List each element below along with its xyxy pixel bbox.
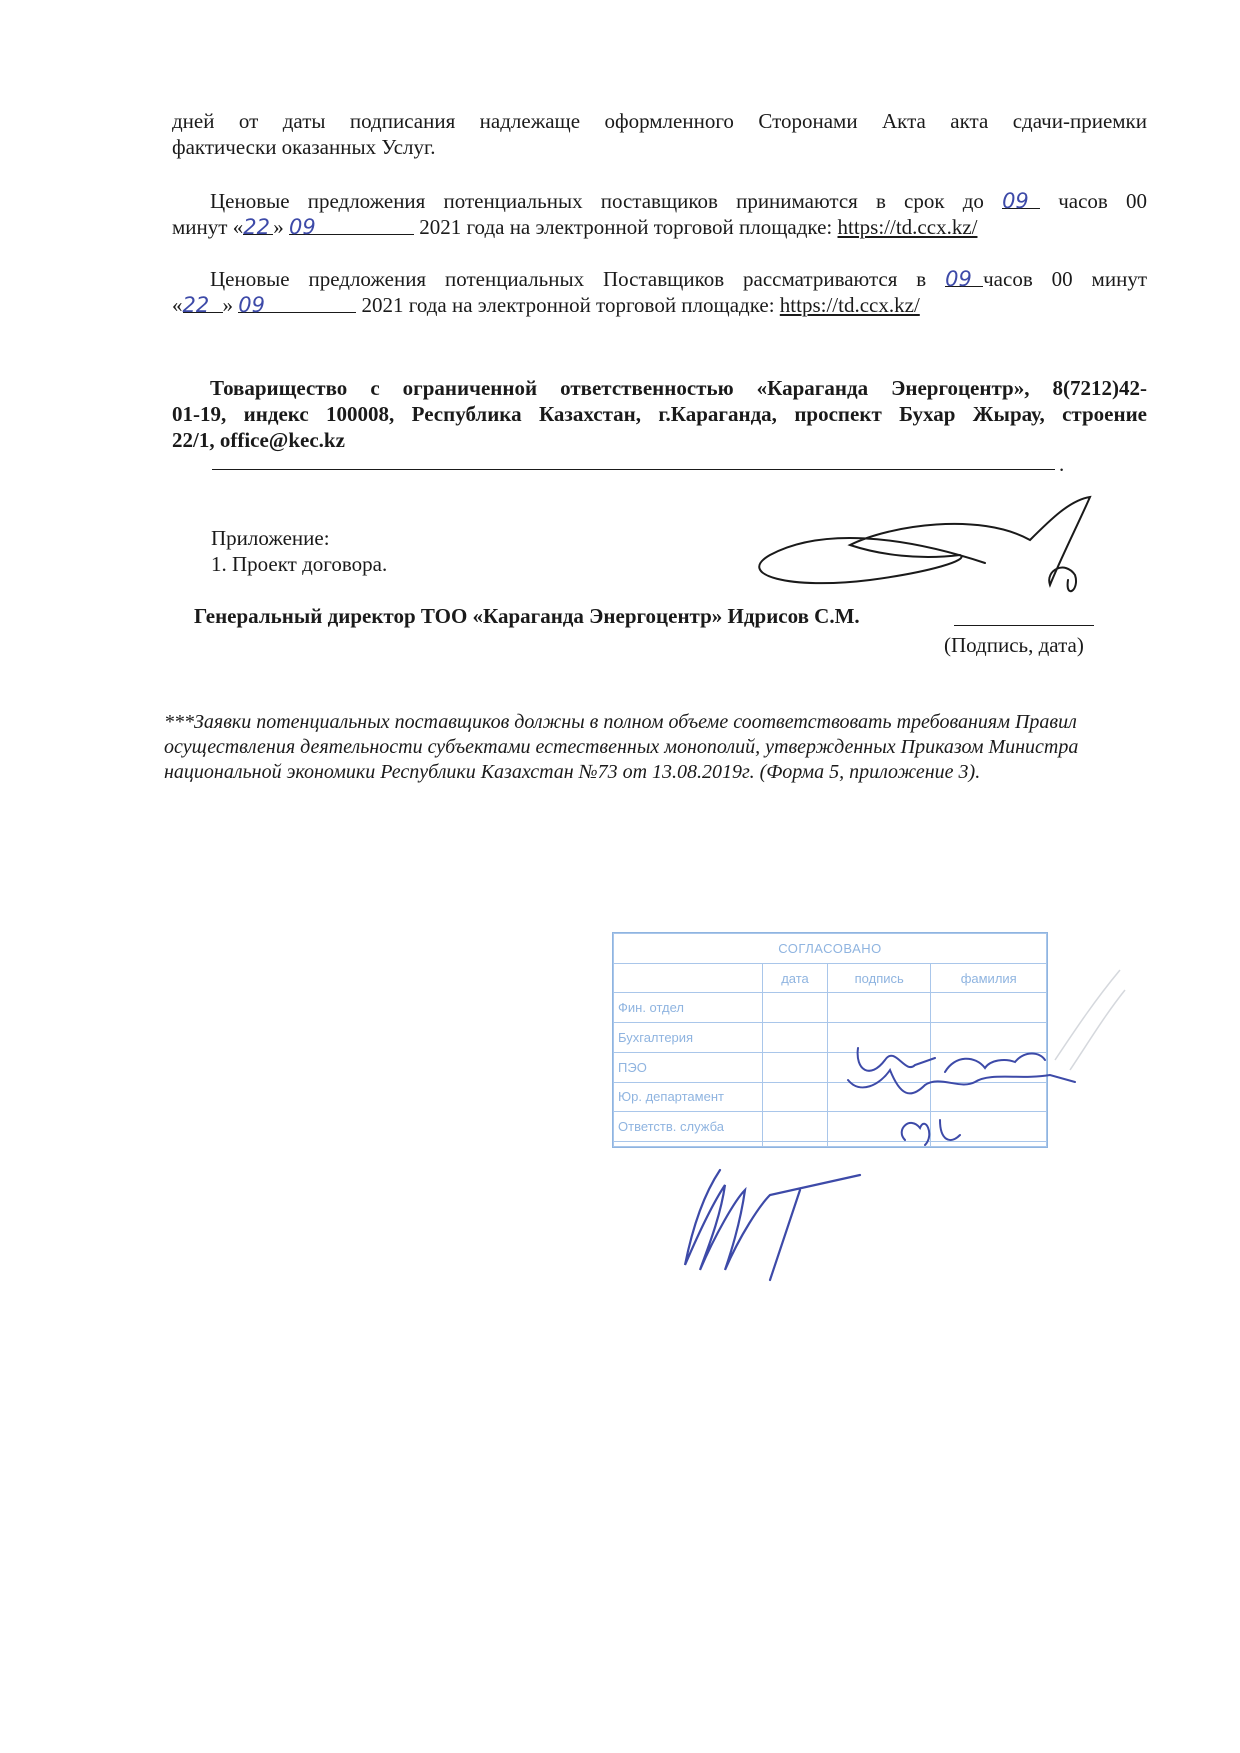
handwritten-text: 22 bbox=[243, 215, 270, 239]
text-line: дней от даты подписания надлежаще оформленного Сторонами Акта акта сдачи-приемки bbox=[172, 109, 1147, 133]
text-fragment: минут « bbox=[172, 215, 244, 239]
stamp-col-signature: подпись bbox=[828, 963, 931, 993]
divider-end-dot: . bbox=[1059, 452, 1065, 476]
stamp-col-surname: фамилия bbox=[931, 963, 1047, 993]
stamp-col-date: дата bbox=[763, 963, 828, 993]
text-fragment: » bbox=[222, 293, 239, 317]
large-signature-icon bbox=[685, 1170, 860, 1280]
footnote: ***Заявки потенциальных поставщиков должны в полном объеме соответствовать требованиям Правил осуществления деятельности субъектами естественных монополий, утвержденных Приказом Министра национальной экономики Республики Казахстан №73 от 13.08.2019г. (Форма 5, приложение 3). bbox=[164, 711, 1079, 783]
stamp-title: СОГЛАСОВАНО bbox=[614, 934, 1047, 964]
text-fragment: часов 00 bbox=[1040, 189, 1147, 213]
text-line: 01-19, индекс 100008, Республика Казахстан, г.Караганда, проспект Бухар Жырау, строение bbox=[172, 402, 1147, 426]
stamp-row-label: Фин. отдел bbox=[614, 993, 763, 1023]
approval-signature-icon bbox=[848, 1070, 1075, 1093]
stamp-row-label: Юр. департамент bbox=[614, 1082, 763, 1112]
text-line: фактически оказанных Услуг. bbox=[172, 135, 436, 159]
text-line: Товарищество с ограниченной ответственностью «Караганда Энергоцентр», 8(7212)42- bbox=[210, 376, 1147, 400]
trading-platform-link[interactable]: https://td.ccx.kz/ bbox=[779, 293, 920, 317]
stamp-row-label: ПЭО bbox=[614, 1052, 763, 1082]
handwritten-text: 09 bbox=[238, 293, 265, 317]
trading-platform-link[interactable]: https://td.ccx.kz/ bbox=[837, 215, 978, 239]
text-line: 22/1, office@kec.kz bbox=[172, 428, 345, 452]
text-fragment: 2021 года на электронной торговой площадке: bbox=[413, 215, 838, 239]
text-fragment: Ценовые предложения потенциальных поставщиков принимаются в срок до bbox=[210, 189, 1003, 213]
faint-mark-icon bbox=[1055, 970, 1125, 1070]
handwritten-text: 09 bbox=[1002, 189, 1029, 213]
text-fragment: часов 00 минут bbox=[983, 267, 1148, 291]
director-signature-icon bbox=[759, 497, 1090, 591]
approval-signature-icon bbox=[858, 1048, 1045, 1072]
director-line: Генеральный директор ТОО «Караганда Энергоцентр» Идрисов С.М. bbox=[194, 604, 860, 628]
text-fragment: « bbox=[172, 293, 183, 317]
handwritten-text: 09 bbox=[945, 267, 972, 291]
text-fragment: Ценовые предложения потенциальных Поставщиков рассматриваются в bbox=[210, 267, 946, 291]
approval-signature-icon bbox=[902, 1120, 960, 1145]
stamp-row-label: Ответств. служба bbox=[614, 1112, 763, 1142]
text-fragment: » bbox=[273, 215, 289, 239]
appendix-title: Приложение: bbox=[211, 526, 330, 550]
signature-caption: (Подпись, дата) bbox=[944, 633, 1084, 657]
appendix-item: 1. Проект договора. bbox=[211, 552, 388, 576]
handwritten-text: 09 bbox=[288, 215, 316, 239]
stamp-row-label: Бухгалтерия bbox=[614, 1023, 763, 1053]
handwritten-text: 22 bbox=[182, 293, 210, 317]
text-fragment: 2021 года на электронной торговой площадке: bbox=[356, 293, 780, 317]
